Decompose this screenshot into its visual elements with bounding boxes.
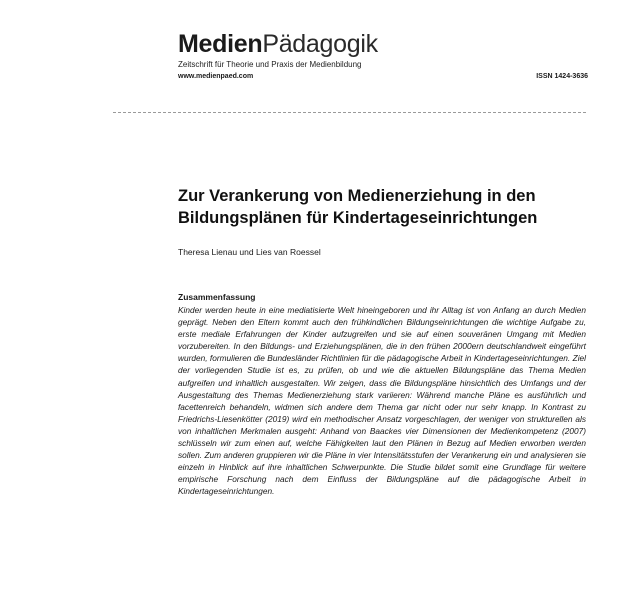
journal-url[interactable]: www.medienpaed.com: [178, 73, 254, 80]
abstract-text: Kinder werden heute in eine mediatisierte Welt hineingeboren und ihr Alltag ist von Anfang an durch Medien geprägt. Neben den Eltern kommt auch den frühkindlichen Bildungseinrichtungen die wichtige Aufgabe zu, erste mediale Erfahrungen der Kinder aufzugreifen und sie auf einen souveränen Umgang mit Medien vorzubereiten. In den Bildungs- und Erziehungsplänen, die in den frühen 2000ern deutschlandweit eingeführt wurden, formulieren die Bundesländer Richtlinien für die pädagogische Arbeit in Kindertageseinrichtungen. Ziel der vorliegenden Studie ist es, zu prüfen, ob und wie die aktuellen Bildungspläne das Thema Medien aufgreifen und inhaltlich ausgestalten. Wir zeigen, dass die Bildungspläne hinsichtlich des Umfangs und der Ausgestaltung des Themas Medienerziehung stark variieren: Während manche Pläne es ausführlich und facettenreich behandeln, widmen sich andere dem Thema gar nicht oder nur sehr knapp. In Kontrast zu Friedrichs-Liesenkötter (2019) wird ein methodischer Ansatz vorgeschlagen, der weniger von strukturellen als von inhaltlichen Merkmalen ausgeht: Anhand von Baackes vier Dimensionen der Medienkompetenz (2007) schlüsseln wir zum einen auf, welche Fähigkeiten laut den Plänen in Bezug auf Medien erworben werden sollen. Zum anderen gruppieren wir die Pläne in vier Intensitätsstufen der Verankerung ein und analysieren sie einzeln in Hinblick auf ihre inhaltlichen Schwerpunkte. Die Studie bildet somit eine Grundlage für weitere empirische Forschung nach dem Einfluss der Bildungspläne auf die pädagogische Arbeit in Kindertageseinrichtungen.: [178, 305, 586, 497]
journal-logo-bold: Medien: [178, 30, 263, 58]
article-authors: Theresa Lienau und Lies van Roessel: [178, 247, 321, 257]
journal-logo-light: Pädagogik: [262, 30, 378, 58]
journal-issn: ISSN 1424-3636: [536, 73, 588, 80]
journal-subtitle: Zeitschrift für Theorie und Praxis der Medienbildung: [178, 60, 362, 69]
journal-masthead: [178, 30, 588, 80]
abstract-heading: Zusammenfassung: [178, 292, 256, 302]
article-title: Zur Verankerung von Medienerziehung in den Bildungsplänen für Kindertageseinrichtungen: [178, 187, 538, 227]
header-divider: [113, 112, 586, 113]
journal-logo: [178, 30, 588, 58]
